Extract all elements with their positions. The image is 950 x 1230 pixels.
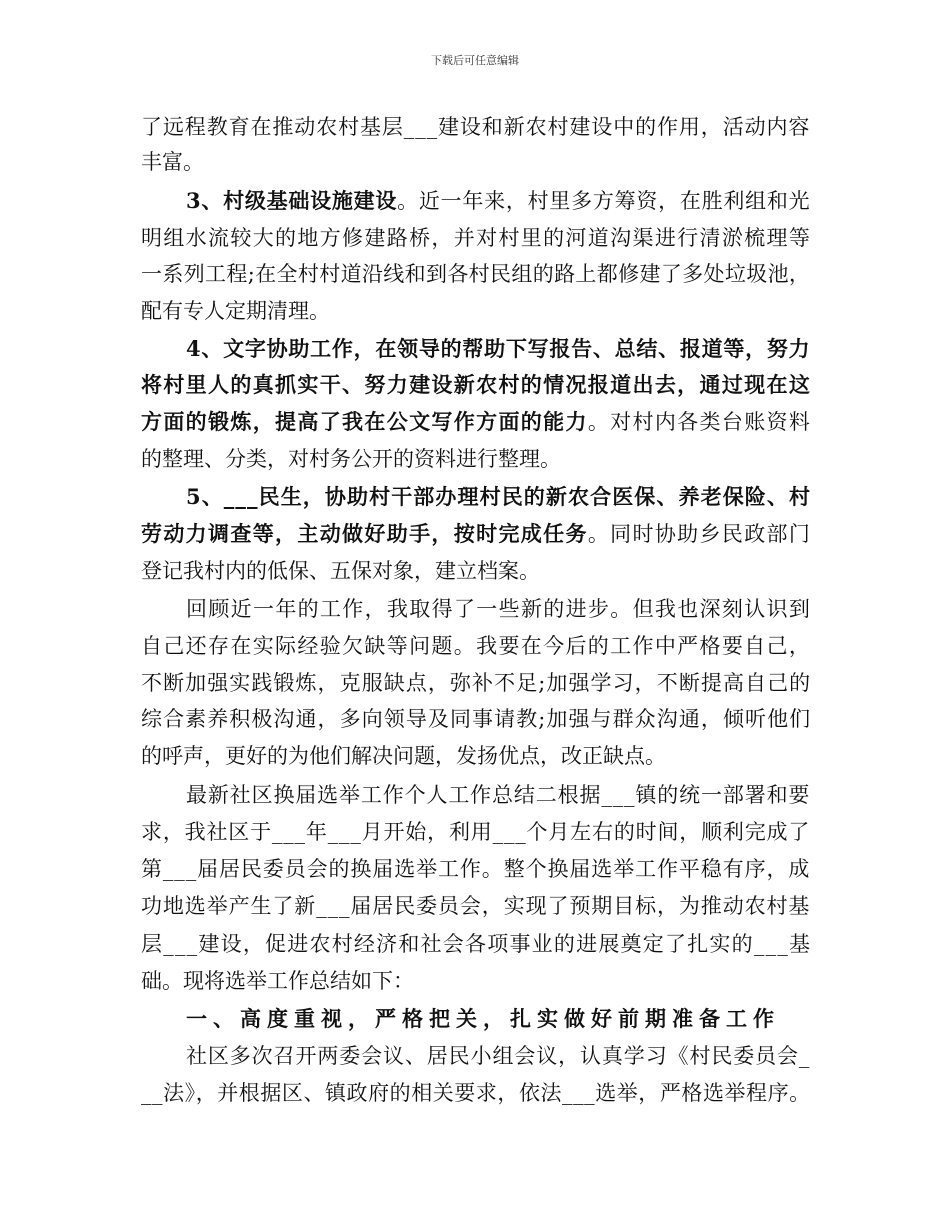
text-run: 功地选举产生了新___届居民委员会，实现了预期目标，为推动农村基 bbox=[141, 894, 811, 918]
text-line bbox=[141, 741, 666, 771]
text-run: 综合素养积极沟通，多向领导及同事请教;加强与群众沟通，倾听他们 bbox=[141, 707, 812, 731]
text-run: 最新社区换届选举工作个人工作总结二根据___镇的统一部署和要 bbox=[186, 783, 811, 807]
bold-text-run: 劳动力调查等，主动做好助手，按时完成任务 bbox=[141, 521, 588, 546]
text-line bbox=[141, 1078, 811, 1108]
text-line bbox=[141, 631, 811, 661]
bold-text-run: 3、村级基础设施建设 bbox=[186, 188, 398, 213]
text-run: 明组水流较大的地方修建路桥，并对村里的河道沟渠进行清淤梳理等 bbox=[141, 226, 812, 250]
text-line bbox=[141, 817, 810, 847]
text-run: 第___届居民委员会的换届选举工作。整个换届选举工作平稳有序，成 bbox=[141, 857, 811, 881]
text-line bbox=[141, 519, 811, 549]
text-run: 丰富。 bbox=[141, 150, 204, 174]
text-run: 的整理、分类，对村务公开的资料进行整理。 bbox=[141, 447, 561, 471]
text-line bbox=[186, 482, 811, 512]
text-run: 社区多次召开两委会议、居民小组会议，认真学习《村民委员会_ bbox=[186, 1044, 811, 1068]
text-line bbox=[141, 296, 330, 326]
text-run: 登记我村内的低保、五保对象，建立档案。 bbox=[141, 559, 540, 583]
text-run: 求，我社区于___年___月开始，利用___个月左右的时间，顺利完成了 bbox=[141, 820, 811, 844]
text-line bbox=[141, 223, 811, 253]
text-line bbox=[141, 929, 811, 959]
bold-text-run: 5、___民生，协助村干部办理村民的新农合医保、养老保险、村 bbox=[186, 484, 812, 509]
text-line bbox=[141, 259, 810, 289]
bold-text-run: 将村里人的真抓实干、努力建设新农村的情况报道出去，通过现在这 bbox=[141, 372, 812, 397]
text-line bbox=[186, 594, 811, 624]
text-line bbox=[141, 668, 811, 698]
text-run: __法》，并根据区、镇政府的相关要求，依法___选举，严格选举程序。 bbox=[141, 1081, 811, 1105]
text-run: 不断加强实践锻炼，克服缺点，弥补不足;加强学习，不断提高自己的 bbox=[141, 671, 812, 695]
text-run: 。对村内各类台账资料 bbox=[587, 410, 812, 434]
text-line bbox=[186, 186, 810, 216]
bold-text-run: 方面的锻炼，提高了我在公文写作方面的能力 bbox=[141, 409, 588, 434]
text-run: 一系列工程;在全村村道沿线和到各村民组的路上都修建了多处垃圾池， bbox=[141, 262, 811, 286]
text-line bbox=[141, 891, 810, 921]
text-run: 自己还存在实际经验欠缺等问题。我要在今后的工作中严格要自己， bbox=[141, 634, 812, 658]
text-line bbox=[141, 556, 540, 586]
text-run: 配有专人定期清理。 bbox=[141, 299, 330, 323]
page-header-watermark: 下载后可任意编辑 bbox=[431, 54, 519, 67]
text-run: 了远程教育在推动农村基层___建设和新农村建设中的作用，活动内容 bbox=[141, 115, 811, 139]
bold-text-run: 4、文字协助工作，在领导的帮助下写报告、总结、报道等，努力 bbox=[186, 336, 811, 361]
text-line bbox=[186, 1004, 780, 1034]
text-run: 。近一年来，村里多方筹资，在胜利组和光 bbox=[397, 189, 811, 213]
text-line bbox=[141, 444, 561, 474]
bold-text-run: 一、高度重视，严格把关，扎实做好前期准备工作 bbox=[186, 1006, 780, 1031]
text-line bbox=[141, 966, 414, 996]
text-run: 层___建设，促进农村经济和社会各项事业的进展奠定了扎实的___基 bbox=[141, 932, 812, 956]
text-line bbox=[186, 334, 810, 364]
text-line bbox=[141, 370, 811, 400]
text-line bbox=[141, 112, 810, 142]
text-run: 。同时协助乡民政部门 bbox=[587, 522, 812, 546]
text-run: 础。现将选举工作总结如下： bbox=[141, 969, 414, 993]
text-line bbox=[141, 854, 810, 884]
text-line bbox=[186, 780, 810, 810]
text-run: 的呼声，更好的为他们解决问题，发扬优点，改正缺点。 bbox=[141, 744, 666, 768]
text-run: 回顾近一年的工作，我取得了一些新的进步。但我也深刻认识到 bbox=[186, 597, 812, 621]
text-line bbox=[141, 147, 204, 177]
text-line bbox=[186, 1041, 810, 1071]
text-line bbox=[141, 704, 811, 734]
text-line bbox=[141, 407, 811, 437]
